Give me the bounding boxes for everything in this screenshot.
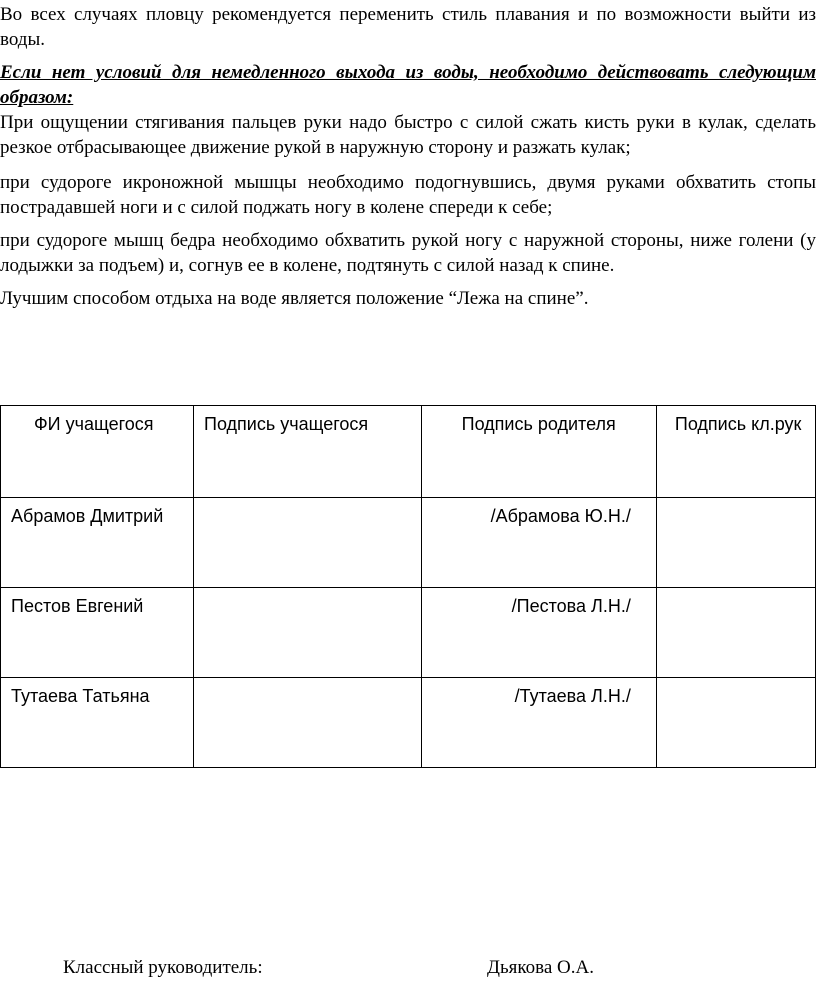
paragraph-thigh: при судороге мышц бедра необходимо обхватить рукой ногу с наружной стороны, ниже голени (у лодыжки за подъем) и, согнув ее в колене, подтянуть с силой назад к спине. — [0, 230, 816, 276]
paragraph-calf: при судороге икроножной мышцы необходимо подогнувшись, двумя руками обхватить стопы пострадавшей ноги и с силой поджать ногу в колене спереди к себе; — [0, 172, 816, 218]
table-row — [1, 498, 816, 588]
student-signature-cell — [194, 498, 422, 588]
header-student-signature: Подпись учащегося — [194, 406, 422, 498]
parent-signature-cell: /Пестова Л.Н./ — [421, 588, 656, 678]
student-name-cell: Тутаева Татьяна — [1, 678, 194, 768]
header-student-name: ФИ учащегося — [1, 406, 194, 498]
paragraph-intro: Во всех случаях пловцу рекомендуется переменить стиль плавания и по возможности выйти из воды. — [0, 4, 816, 50]
student-name-cell: Абрамов Дмитрий — [1, 498, 194, 588]
instructions-heading: Если нет условий для немедленного выхода из воды, необходимо действовать следующим образом: — [0, 62, 816, 108]
teacher-signature-cell — [656, 678, 815, 768]
footer-teacher-name: Дьякова О.А. — [487, 957, 594, 978]
parent-signature-cell: /Абрамова Ю.Н./ — [421, 498, 656, 588]
teacher-signature-cell — [656, 588, 815, 678]
student-signature-cell — [194, 678, 422, 768]
table-row — [1, 678, 816, 768]
parent-signature-cell: /Тутаева Л.Н./ — [421, 678, 656, 768]
teacher-signature-cell — [656, 498, 815, 588]
signature-table — [0, 405, 816, 768]
header-parent-signature: Подпись родителя — [421, 406, 656, 498]
table-row — [1, 588, 816, 678]
table-header-row — [1, 406, 816, 498]
paragraph-rest: Лучшим способом отдыха на воде является положение “Лежа на спине”. — [0, 288, 589, 309]
student-signature-cell — [194, 588, 422, 678]
footer-teacher-label: Классный руководитель: — [63, 957, 263, 978]
student-name-cell: Пестов Евгений — [1, 588, 194, 678]
paragraph-fingers: При ощущении стягивания пальцев руки надо быстро с силой сжать кисть руки в кулак, сделать резкое отбрасывающее движение рукой в наружную сторону и разжать кулак; — [0, 112, 816, 158]
header-teacher-signature: Подпись кл.рук — [656, 406, 815, 498]
